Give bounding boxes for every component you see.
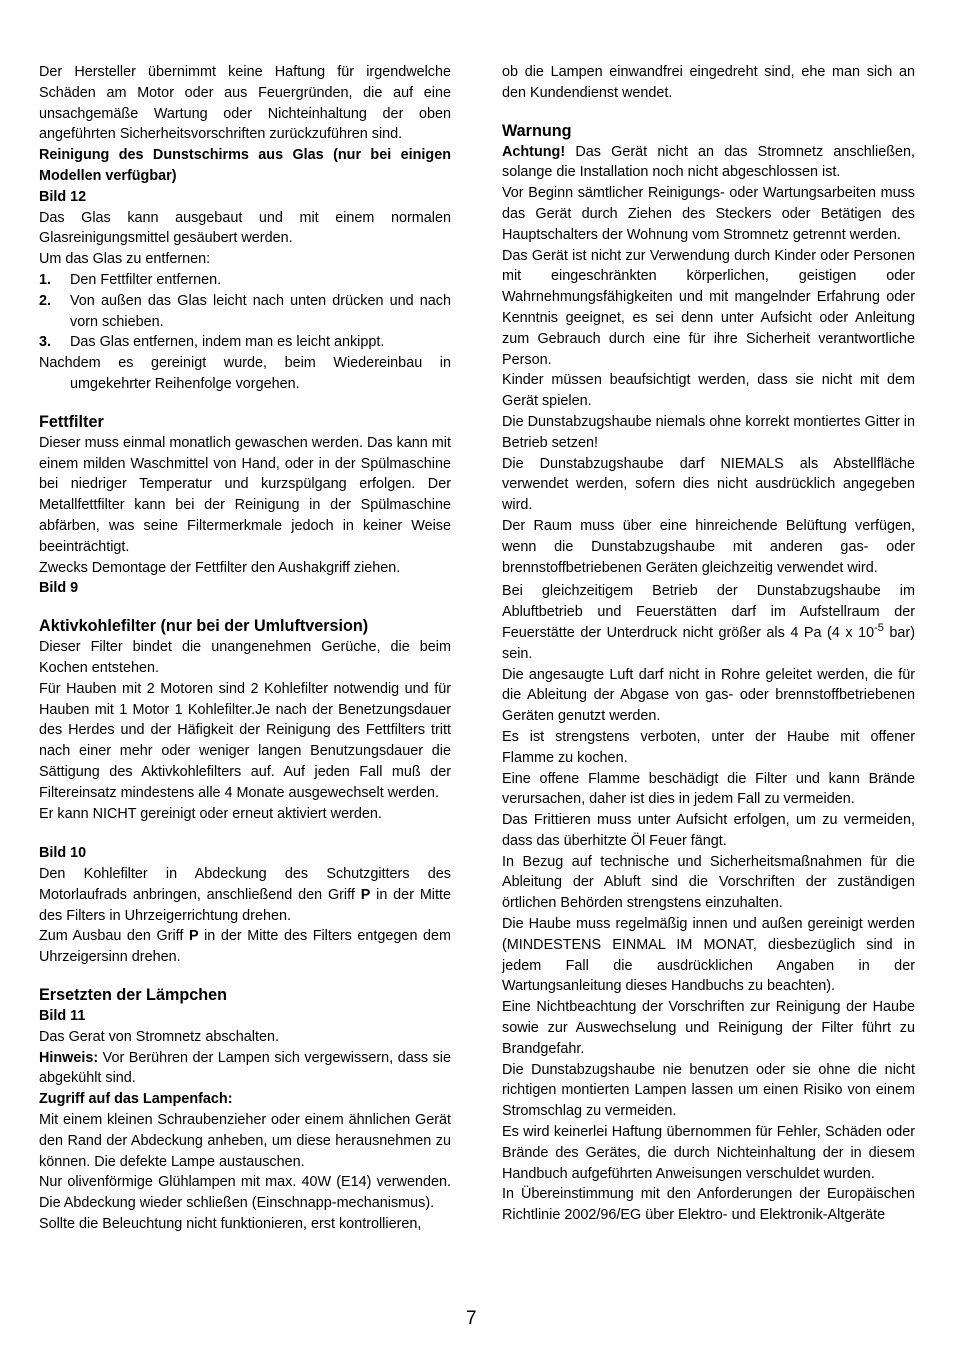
lamps-paragraph-3: Nur olivenförmige Glühlampen mit max. 40W (E14) verwenden. Die Abdeckung wieder schließen (Einschnapp-mechanismus).: [39, 1174, 451, 1212]
pressure-paragraph: Bei gleichzeitigem Betrieb der Dunstabzugshaube im Abluftbetrieb und Feuerstätten darf im Aufstellraum der Feuerstätte der Unterdruck nicht größer als 4 Pa (4 x $10^{-5}$ bar) sein.: [502, 583, 915, 662]
exponent: -5: [874, 621, 884, 634]
lamps-paragraph-4: Sollte die Beleuchtung nicht funktionieren, erst kontrollieren,: [39, 1216, 422, 1233]
glass-paragraph: Das Glas kann ausgebaut und mit einem normalen Glasreinigungsmittel gesäubert werden.: [39, 209, 451, 247]
list-item: [39, 270, 451, 291]
list-item: [39, 332, 451, 353]
warning-paragraph: Eine offene Flamme beschädigt die Filter und kann Brände verursachen, daher ist dies in jedem Fall zu vermeiden.: [502, 770, 915, 808]
warning-paragraph: Eine Nichtbeachtung der Vorschriften zur Reinigung der Haube sowie zur Auswechselung und Reinigung der Filter führt zu Brandgefahr.: [502, 999, 915, 1057]
right-column: [502, 62, 915, 1226]
warning-paragraph: Kinder müssen beaufsichtigt werden, dass sie nicht mit dem Gerät spielen.: [502, 372, 915, 410]
warning-paragraph: Das Frittieren muss unter Aufsicht erfolgen, um zu vermeiden, dass das überhitzte Öl Feuer fängt.: [502, 812, 915, 849]
carbon-filter-mount-paragraph: Den Kohlefilter in Abdeckung des Schutzgitters des Motorlaufrads anbringen, anschließend den Griff P in der Mitte des Filters in Uhrzeigerrichtung drehen.: [39, 866, 451, 924]
lamps-paragraph-2: Mit einem kleinen Schraubenzieher oder einem ähnlichen Gerät den Rand der Abdeckung anheben, um diese herausnehmen zu können. Die defekte Lampe austauschen.: [39, 1112, 451, 1170]
carbon-filter-paragraph-1: Dieser Filter bindet die unangenehmen Gerüche, die beim Kochen entstehen.: [39, 639, 451, 676]
glass-cleaning-heading: Reinigung des Dunstschirms aus Glas (nur bei einigen Modellen verfügbar): [39, 147, 451, 184]
list-item: [39, 291, 451, 333]
warning-paragraph: Die Dunstabzugshaube nie benutzen oder sie ohne die nicht richtigen montierten Lampen lassen um einen Risiko von einem Stromschlag zu vermeiden.: [502, 1061, 915, 1120]
figure-ref-9: Bild 9: [39, 580, 79, 597]
warning-paragraph: Der Raum muss über eine hinreichende Belüftung verfügen, wenn die Dunstabzugshaube mit anderen gas- oder brennstoffbetriebenen Geräten gleichzeitig verwendet wird.: [502, 517, 915, 576]
warning-paragraph: Vor Beginn sämtlicher Reinigungs- oder Wartungsarbeiten muss das Gerät durch Ziehen des Steckers oder Betätigen des Hauptschalters der Wohnung vom Stromnetz getrennt werden.: [502, 185, 915, 243]
warning-paragraph: Das Gerät ist nicht zur Verwendung durch Kinder oder Personen mit eingeschränkten körperlichen, geistigen oder Wahrnehmungsfähigkeiten und mit mangelnder Erfahrung oder Kenntnis geeignet, es sei denn unter Aufsicht oder Anleitung zum Gebrauch durch eine für ihre Sicherheit verantwortliche Person.: [502, 247, 915, 368]
figure-ref-10: Bild 10: [39, 845, 87, 862]
warning-paragraph: Die Dunstabzugshaube niemals ohne korrekt montiertes Gitter in Betrieb setzen!: [502, 413, 915, 451]
note-label: Hinweis:: [39, 1049, 99, 1066]
lamps-continued-paragraph: ob die Lampen einwandfrei eingedreht sind, ehe man sich an den Kundendienst wendet.: [502, 64, 915, 101]
warning-paragraph: Die Dunstabzugshaube darf NIEMALS als Abstellfläche verwendet werden, sofern dies nicht ausdrücklich angegeben wird.: [502, 455, 915, 514]
grease-filter-removal: Zwecks Demontage der Fettfilter den Aushakgriff ziehen.: [39, 559, 401, 576]
warning-paragraphs-a: [502, 183, 915, 578]
warning-paragraph: Die angesaugte Luft darf nicht in Rohre geleitet werden, die für die Ableitung der Abgase von gas- oder brennstoffbetriebenen Geräten genutzt werden.: [502, 666, 915, 725]
lamps-note: Hinweis: Vor Berühren der Lampen sich vergewissern, dass sie abgekühlt sind.: [39, 1049, 451, 1087]
step-text: Den Fettfilter entfernen.: [70, 271, 222, 288]
step-text: Das Glas entfernen, indem man es leicht ankippt.: [70, 334, 385, 351]
lamps-paragraph-1: Das Gerat von Stromnetz abschalten.: [39, 1028, 279, 1045]
attention-label: Achtung!: [502, 143, 566, 160]
glass-intro: Um das Glas zu entfernen:: [39, 251, 211, 268]
lamp-access-heading: Zugriff auf das Lampenfach:: [39, 1091, 233, 1108]
lamps-heading: Ersetzten der Lämpchen: [39, 986, 228, 1005]
warning-paragraph: Es wird keinerlei Haftung übernommen für Fehler, Schäden oder Brände des Gerätes, die durch Nichteinhaltung der in diesem Handbuch aufgeführten Anweisungen verschuldet wurden.: [502, 1124, 915, 1182]
step-number: 2.: [39, 292, 52, 309]
grease-filter-paragraph: Dieser muss einmal monatlich gewaschen werden. Das kann mit einem milden Waschmittel von Hand, oder in der Spülmaschine bei niedriger Temperatur und kurzspülgang erfolgen. Der Metallfettfilter kann bei der Reinigung in der Spülmaschine abfärben, was seine Filtermerkmale jedoch in keiner Weise beeinträchtigt.: [39, 434, 451, 555]
glass-steps-list: [39, 270, 451, 353]
step-number: 1.: [39, 271, 52, 288]
warning-paragraphs-b: [502, 665, 915, 1227]
warning-paragraph: In Übereinstimmung mit den Anforderungen der Europäischen Richtlinie 2002/96/EG über Elektro- und Elektronik-Altgeräte: [502, 1186, 915, 1224]
handle-letter: P: [360, 886, 371, 903]
warning-paragraph: Die Haube muss regelmäßig innen und außen gereinigt werden (MINDESTENS EINMAL IM MONAT, diesbezüglich sind in jedem Fall die ausdrücklichen Angaben in der Wartungsanleitung dieses Handbuchs zu beachten).: [502, 916, 915, 995]
carbon-filter-paragraph-3: Er kann NICHT gereinigt oder erneut aktiviert werden.: [39, 805, 382, 822]
step-number: 3.: [39, 334, 52, 351]
step-text: Von außen das Glas leicht nach unten drücken und nach vorn schieben.: [70, 292, 451, 330]
carbon-filter-heading: Aktivkohlefilter (nur bei der Umluftversion): [39, 617, 369, 636]
warning-heading: Warnung: [502, 121, 572, 140]
reassembly-paragraph: Nachdem es gereinigt wurde, beim Wiedereinbau in umgekehrter Reihenfolge vorgehen.: [39, 355, 451, 392]
carbon-filter-paragraph-2: Für Hauben mit 2 Motoren sind 2 Kohlefilter notwendig und für Hauben mit 1 Motor 1 Kohlefilter.Je nach der Benetzungsdauer des Herdes und der Häfigkeit der Reinigung des Fettfilters tritt nach einer mehr oder weniger langen Benutzungsdauer die Sättigung des Aktivkohlefilters auf. Auf jeden Fall muß der Filtereinsatz mindestens alle 4 Monate ausgewechselt werden.: [39, 680, 451, 801]
liability-paragraph: Der Hersteller übernimmt keine Haftung für irgendwelche Schäden am Motor oder aus Feuergründen, die auf eine unsachgemäße Wartung oder Nichteinhaltung der oben angeführten Sicherheitsvorschriften zurückzuführen sind.: [39, 64, 451, 143]
figure-ref-12: Bild 12: [39, 188, 87, 205]
warning-paragraph: Es ist strengstens verboten, unter der Haube mit offener Flamme zu kochen.: [502, 728, 915, 766]
page-number: 7: [466, 1308, 477, 1329]
attention-paragraph: Achtung! Das Gerät nicht an das Stromnetz anschließen, solange die Installation noch nicht abgeschlossen ist.: [502, 143, 915, 181]
figure-ref-11: Bild 11: [39, 1008, 86, 1025]
carbon-filter-remove-paragraph: Zum Ausbau den Griff P in der Mitte des Filters entgegen dem Uhrzeigersinn drehen.: [39, 928, 451, 966]
handle-letter: P: [188, 928, 199, 945]
left-column: [39, 62, 451, 1235]
grease-filter-heading: Fettfilter: [39, 412, 104, 431]
warning-paragraph: In Bezug auf technische und Sicherheitsmaßnahmen für die Ableitung der Abluft sind die Vorschriften der zuständigen örtlichen Behörden strengstens einzuhalten.: [502, 853, 915, 912]
